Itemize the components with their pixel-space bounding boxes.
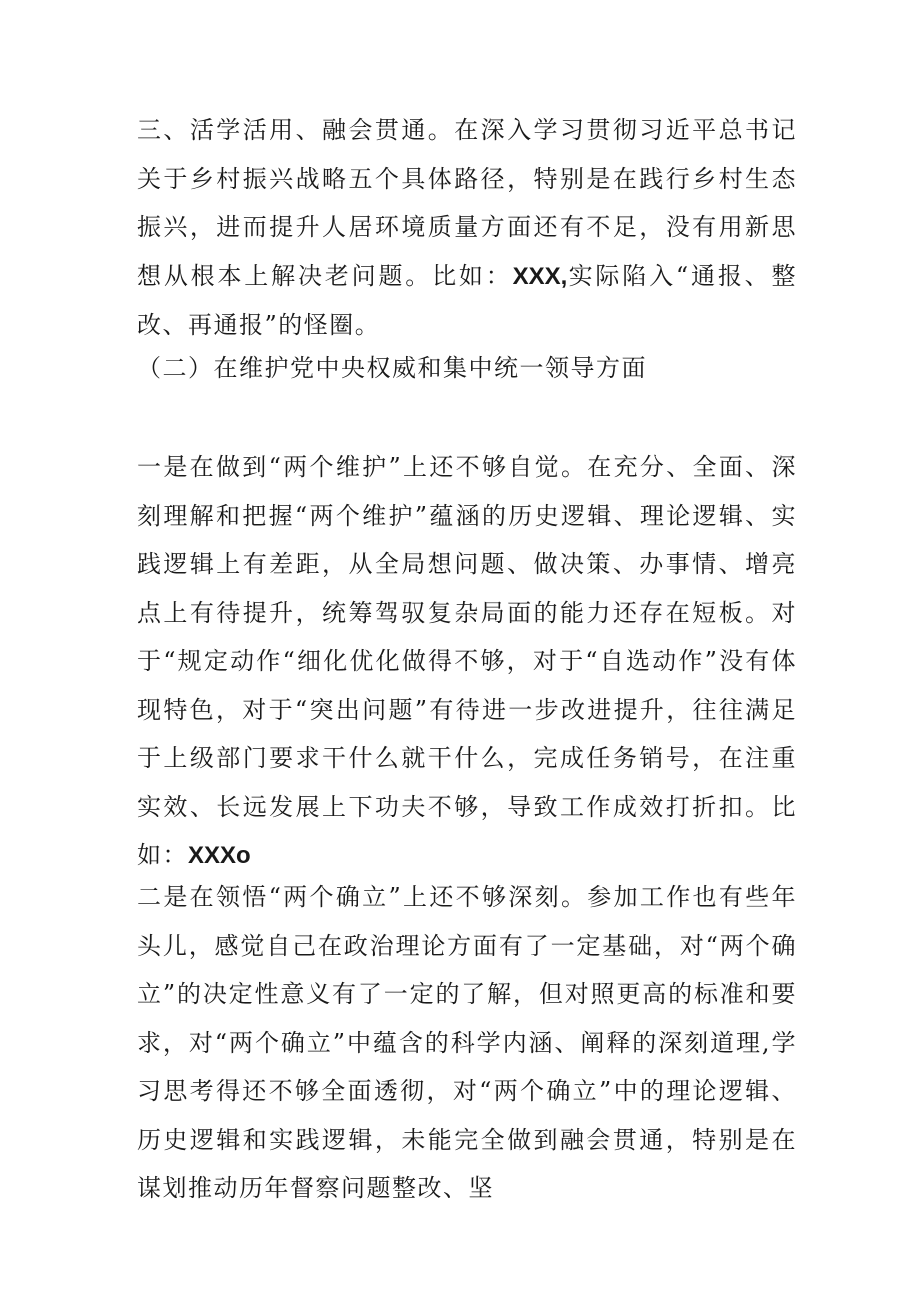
paragraph-tail: 实际陷入“通报、整改、再通报”的怪圈。 — [137, 261, 797, 339]
paragraph-text: 三、活学活用、融会贯通。在深入学习贯彻习近平总书记关于乡村振兴战略五个具体路径，特别是在践行乡村生态振兴，进而提升人居环境质量方面还有不足，没有用新思想从根本上解决老问题。比如： — [137, 116, 797, 290]
paragraph-text: 一是在做到“两个维护”上还不够自觉。在充分、全面、深刻理解和把握“两个维护”蕴涵的历史逻辑、理论逻辑、实践逻辑上有差距，从全局想问题、做决策、办事情、增亮点上有待提升，统筹驾驭复杂局面的能力还存在短板。对于“规定动作“细化优化做得不够，对于“自选动作”没有体现特色，对于“突出问题”有待进一步改进提升，往往满足于上级部门要求干什么就干什么，完成任务销号，在注重实效、长远发展上下功夫不够，导致工作成效打折扣。比如： — [137, 453, 797, 869]
paragraph-integrated-study — [137, 106, 797, 350]
example-code: XXX, — [512, 262, 568, 290]
paragraph-text: 二是在领悟“两个确立”上还不够深刻。参加工作也有些年头儿，感觉自己在政治理论方面有了一定基础，对“两个确立”的决定性意义有了一定的了解，但对照更高的标准和要求，对“两个确立”中蕴含的科学内涵、阐释的深刻道理,学习思考得还不够全面透彻，对“两个确立”中的理论逻辑、历史逻辑和实践逻辑，未能完全做到融会贯通，特别是在谋划推动历年督察问题整改、坚 — [137, 883, 797, 1202]
section-heading: （二）在维护党中央权威和集中统一领导方面 — [137, 354, 647, 382]
paragraph-two-establishments — [137, 873, 797, 1213]
paragraph-two-safeguards — [137, 443, 797, 881]
example-code: XXXo — [188, 842, 251, 869]
